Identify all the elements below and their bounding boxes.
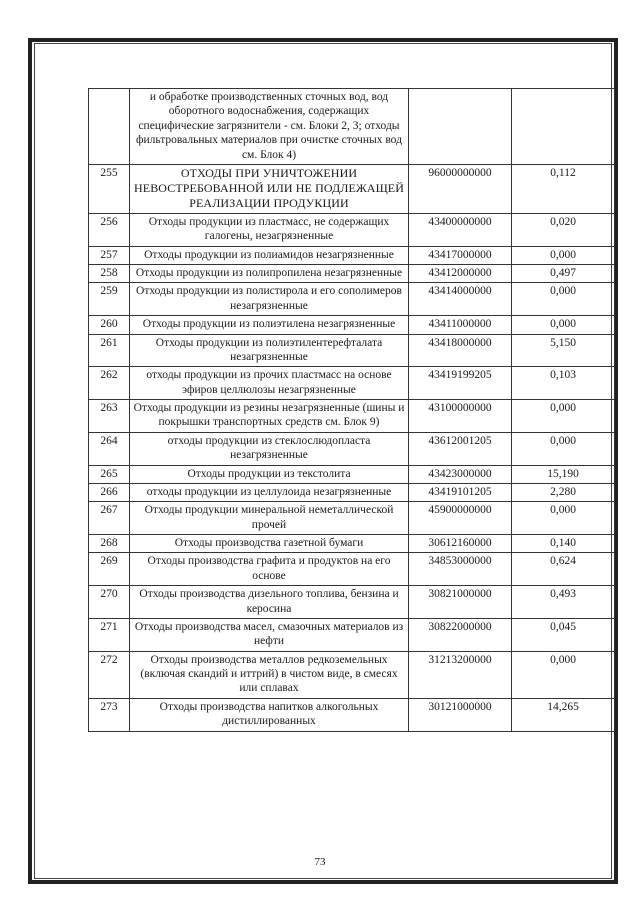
row-number-cell: 264 — [89, 432, 130, 465]
waste-value-cell: 0,624 — [512, 553, 615, 586]
row-number-cell: 261 — [89, 334, 130, 367]
row-number-cell: 260 — [89, 316, 130, 334]
table-row — [89, 367, 615, 400]
waste-code-cell: 43612001205 — [409, 432, 512, 465]
waste-value-cell: 0,000 — [512, 432, 615, 465]
waste-code-cell: 43100000000 — [409, 400, 512, 433]
waste-value-cell: 0,112 — [512, 164, 615, 213]
waste-code-cell: 96000000000 — [409, 164, 512, 213]
row-number-cell: 258 — [89, 265, 130, 283]
table-row — [89, 213, 615, 246]
table-row — [89, 432, 615, 465]
waste-value-cell: 0,000 — [512, 502, 615, 535]
table-row — [89, 265, 615, 283]
table-row — [89, 502, 615, 535]
row-number-cell: 268 — [89, 535, 130, 553]
waste-code-cell: 43419101205 — [409, 483, 512, 501]
waste-code-cell: 34853000000 — [409, 553, 512, 586]
waste-value-cell: 0,000 — [512, 283, 615, 316]
row-number-cell: 266 — [89, 483, 130, 501]
waste-code-cell: 43417000000 — [409, 246, 512, 264]
waste-code-cell: 43414000000 — [409, 283, 512, 316]
waste-value-cell: 0,000 — [512, 400, 615, 433]
row-number-cell: 273 — [89, 698, 130, 731]
waste-code-cell — [409, 89, 512, 165]
table-row — [89, 618, 615, 651]
table-row — [89, 400, 615, 433]
waste-code-cell: 43418000000 — [409, 334, 512, 367]
waste-value-cell: 0,497 — [512, 265, 615, 283]
table-row — [89, 283, 615, 316]
waste-name-cell: Отходы продукции минеральной неметаллической прочей — [130, 502, 409, 535]
waste-name-cell: Отходы производства напитков алкогольных дистиллированных — [130, 698, 409, 731]
waste-name-cell: Отходы продукции из полистирола и его сополимеров незагрязненные — [130, 283, 409, 316]
row-number-cell: 272 — [89, 651, 130, 698]
waste-value-cell: 2,280 — [512, 483, 615, 501]
waste-value-cell: 5,150 — [512, 334, 615, 367]
row-number-cell: 269 — [89, 553, 130, 586]
table-row — [89, 246, 615, 264]
waste-value-cell: 0,045 — [512, 618, 615, 651]
waste-value-cell: 0,493 — [512, 586, 615, 619]
waste-code-cell: 43419199205 — [409, 367, 512, 400]
waste-code-cell: 45900000000 — [409, 502, 512, 535]
waste-name-cell: Отходы производства графита и продуктов на его основе — [130, 553, 409, 586]
waste-name-cell: отходы продукции из стеклослюдопласта незагрязненные — [130, 432, 409, 465]
waste-value-cell: 0,020 — [512, 213, 615, 246]
table-row — [89, 651, 615, 698]
row-number-cell: 259 — [89, 283, 130, 316]
waste-value-cell: 0,000 — [512, 651, 615, 698]
page-number: 73 — [314, 856, 326, 868]
table-row-continued — [89, 89, 615, 165]
waste-name-cell: Отходы продукции из резины незагрязненные (шины и покрышки транспортных средств см. Блок 9) — [130, 400, 409, 433]
table-row — [89, 586, 615, 619]
row-number-cell: 262 — [89, 367, 130, 400]
row-number-cell: 257 — [89, 246, 130, 264]
waste-name-cell: отходы продукции из прочих пластмасс на основе эфиров целлюлозы незагрязненные — [130, 367, 409, 400]
waste-name-cell: Отходы производства газетной бумаги — [130, 535, 409, 553]
table-row — [89, 316, 615, 334]
table-row — [89, 164, 615, 213]
waste-code-cell: 30822000000 — [409, 618, 512, 651]
table-row — [89, 465, 615, 483]
waste-value-cell: 0,000 — [512, 316, 615, 334]
table-row — [89, 334, 615, 367]
waste-name-cell: Отходы продукции из полиэтилена незагрязненные — [130, 316, 409, 334]
table-row — [89, 553, 615, 586]
row-number-cell: 270 — [89, 586, 130, 619]
waste-code-cell: 43423000000 — [409, 465, 512, 483]
waste-name-cell: Отходы продукции из полиэтилентерефталата незагрязненные — [130, 334, 409, 367]
table-row — [89, 483, 615, 501]
waste-value-cell: 0,140 — [512, 535, 615, 553]
waste-code-cell: 30612160000 — [409, 535, 512, 553]
row-number-cell: 255 — [89, 164, 130, 213]
row-number-cell: 271 — [89, 618, 130, 651]
row-number-cell: 256 — [89, 213, 130, 246]
waste-code-cell: 43412000000 — [409, 265, 512, 283]
row-number-cell — [89, 89, 130, 165]
waste-name-cell: Отходы продукции из полипропилена незагрязненные — [130, 265, 409, 283]
waste-code-cell: 31213200000 — [409, 651, 512, 698]
waste-value-cell — [512, 89, 615, 165]
waste-code-cell: 30821000000 — [409, 586, 512, 619]
waste-code-cell: 43411000000 — [409, 316, 512, 334]
row-number-cell: 267 — [89, 502, 130, 535]
waste-name-cell: Отходы производства дизельного топлива, бензина и керосина — [130, 586, 409, 619]
waste-value-cell: 0,103 — [512, 367, 615, 400]
waste-name-cell: отходы продукции из целлулоида незагрязненные — [130, 483, 409, 501]
waste-value-cell: 0,000 — [512, 246, 615, 264]
waste-code-cell: 43400000000 — [409, 213, 512, 246]
waste-name-cell: ОТХОДЫ ПРИ УНИЧТОЖЕНИИ НЕВОСТРЕБОВАННОЙ ИЛИ НЕ ПОДЛЕЖАЩЕЙ РЕАЛИЗАЦИИ ПРОДУКЦИИ — [130, 164, 409, 213]
waste-name-cell: Отходы продукции из пластмасс, не содержащих галогены, незагрязненные — [130, 213, 409, 246]
table-row — [89, 535, 615, 553]
waste-value-cell: 14,265 — [512, 698, 615, 731]
table-row — [89, 698, 615, 731]
waste-code-cell: 30121000000 — [409, 698, 512, 731]
waste-name-cell: Отходы продукции из полиамидов незагрязненные — [130, 246, 409, 264]
row-number-cell: 265 — [89, 465, 130, 483]
waste-value-cell: 15,190 — [512, 465, 615, 483]
waste-name-cell: Отходы производства масел, смазочных материалов из нефти — [130, 618, 409, 651]
row-number-cell: 263 — [89, 400, 130, 433]
waste-name-cell: и обработке производственных сточных вод, вод оборотного водоснабжения, содержащих специфические загрязнители - см. Блоки 2, 3; отходы фильтровальных материалов при очистке сточных вод см. Блок 4) — [130, 89, 409, 165]
waste-name-cell: Отходы продукции из текстолита — [130, 465, 409, 483]
waste-table — [88, 88, 615, 732]
waste-name-cell: Отходы производства металлов редкоземельных (включая скандий и иттрий) в чистом виде, в смесях или сплавах — [130, 651, 409, 698]
